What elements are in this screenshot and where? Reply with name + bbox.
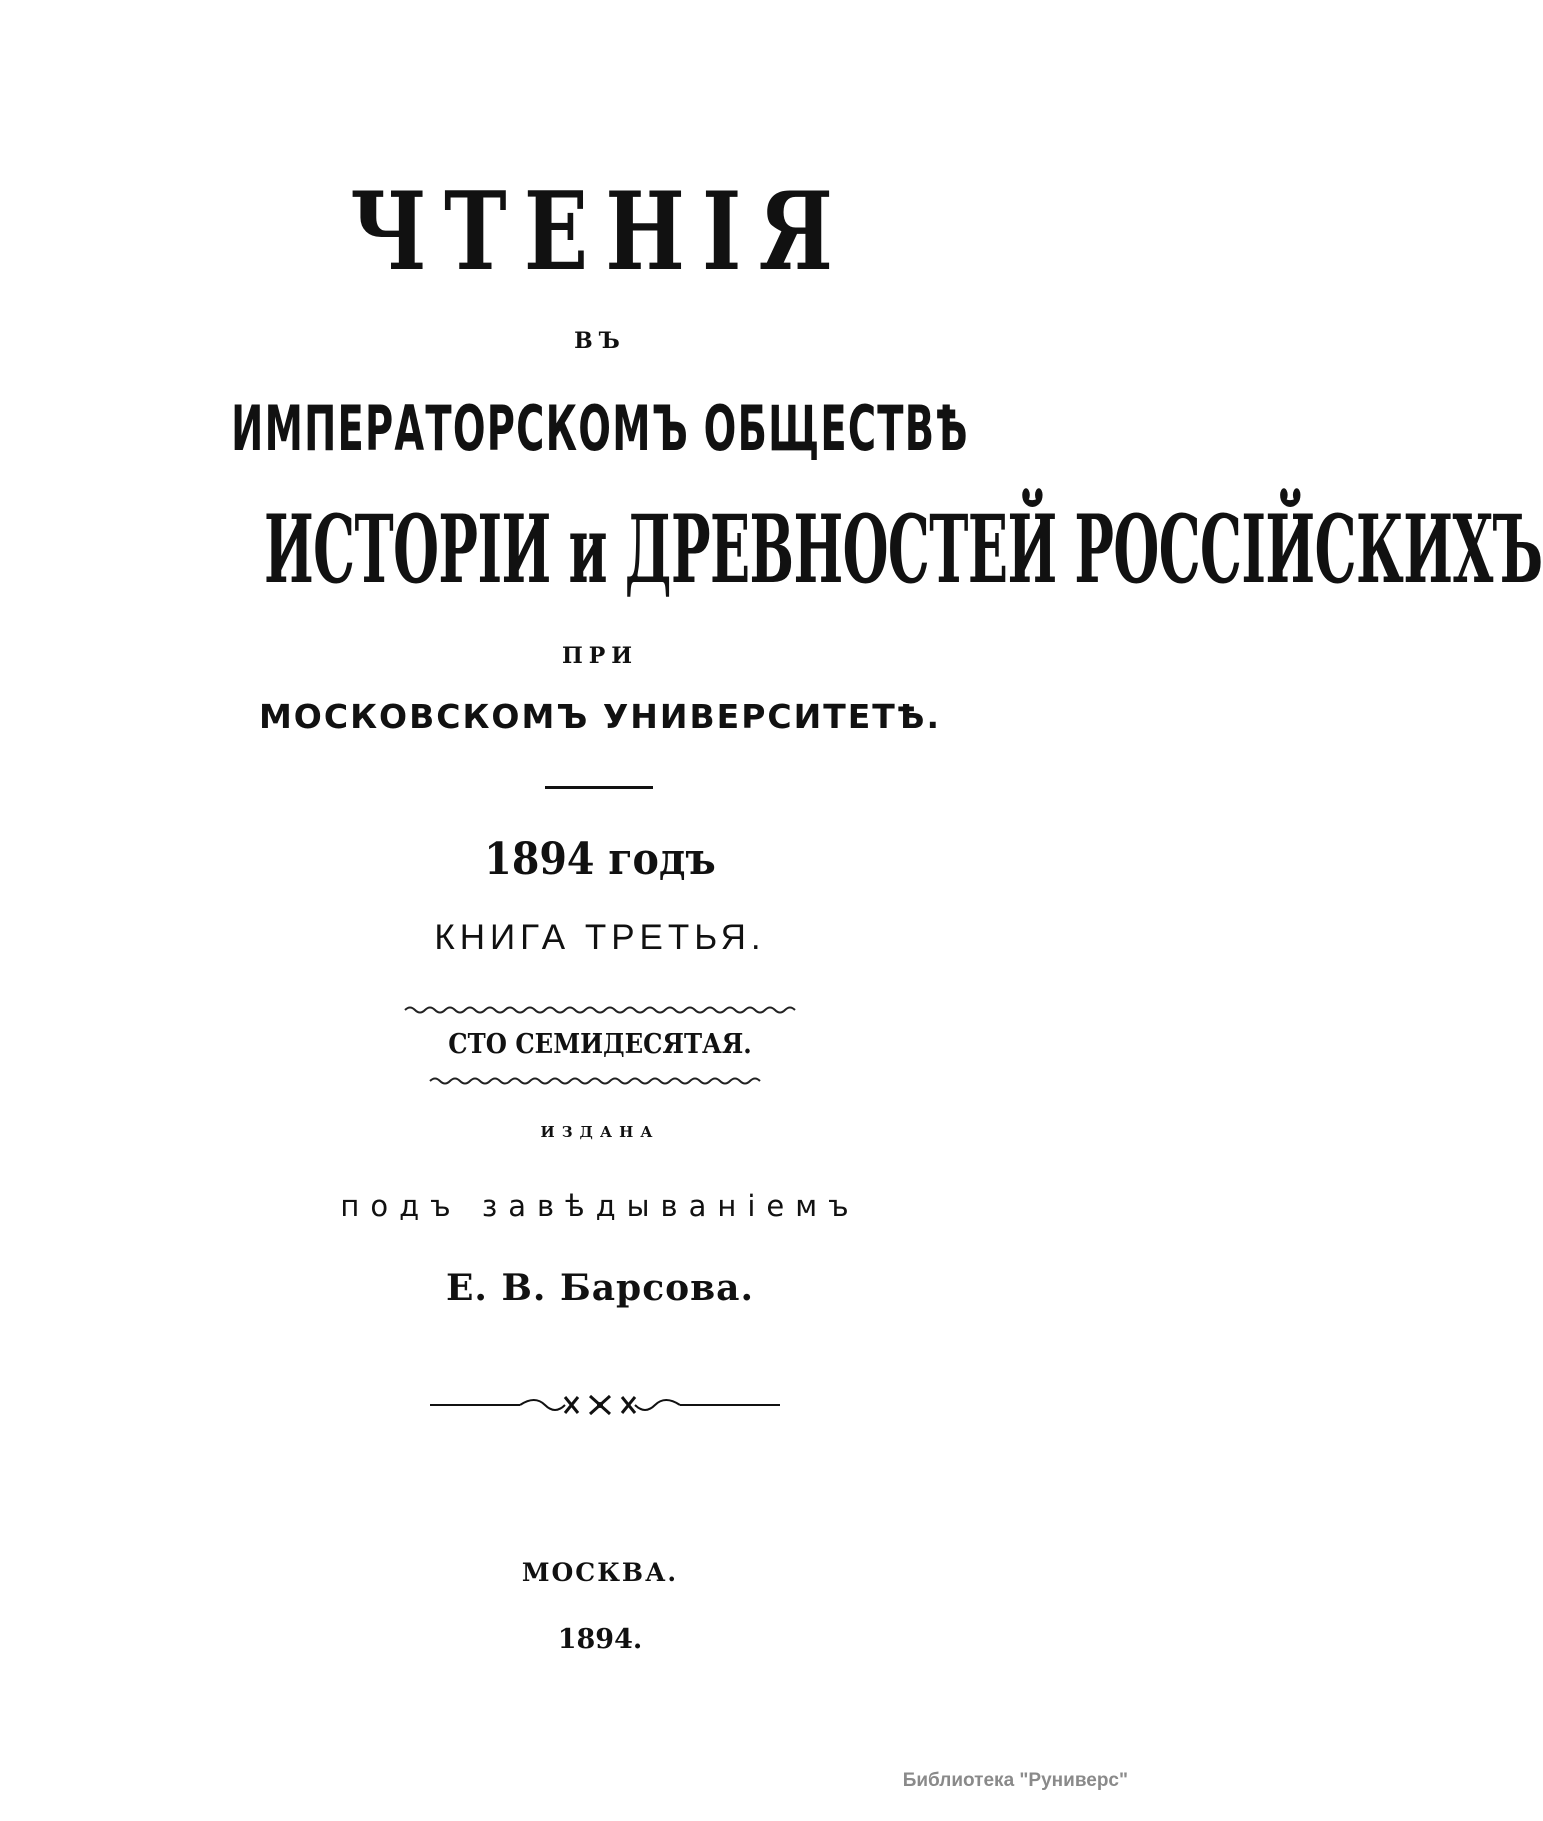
wavy-rule-top — [0, 1004, 1200, 1016]
published-line: ИЗДАНА — [540, 1123, 660, 1141]
history-line: ИСТОРІИ и ДРЕВНОСТЕЙ РОССІЙСКИХЪ — [264, 495, 1543, 605]
imprint-city: МОСКВА. — [521, 1558, 679, 1587]
divider-rule — [545, 786, 653, 789]
ornament-divider — [0, 1390, 1200, 1420]
library-watermark: Библиотека "Руниверс" — [902, 1770, 1128, 1791]
year-line: 1894 годъ — [484, 834, 716, 885]
preposition-pri: ПРИ — [561, 643, 639, 669]
editor-name: Е. В. Барсова. — [445, 1267, 755, 1309]
society-line: ИМПЕРАТОРСКОМЪ ОБЩЕСТВѢ — [231, 392, 969, 465]
editor-intro: подъ завѣдываніемъ — [340, 1189, 860, 1223]
book-line: КНИГА ТРЕТЬЯ. — [434, 918, 766, 957]
ordinal-line: СТО СЕМИДЕСЯТАЯ. — [448, 1029, 752, 1060]
preposition-v: ВЪ — [574, 328, 626, 354]
university-line: МОСКОВСКОМЪ УНИВЕРСИТЕТѢ. — [258, 697, 942, 736]
main-title: ЧТЕНІЯ — [349, 169, 851, 295]
wavy-rule-bottom — [0, 1075, 1200, 1087]
imprint-year: 1894. — [557, 1624, 643, 1655]
